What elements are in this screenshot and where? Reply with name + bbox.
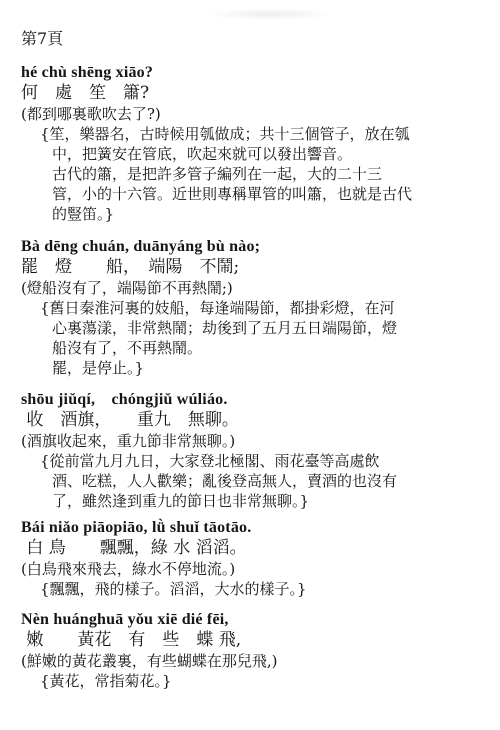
chinese-verse-line: 收 酒旗， 重九 無聊。 — [21, 410, 239, 430]
note-line: 中，把簧安在管底，吹起來就可以發出響音。 — [52, 145, 353, 163]
poem-section-5 — [21, 610, 491, 691]
note-line: {飄飄，飛的樣子。滔滔，大水的樣子。} — [40, 580, 307, 598]
chinese-verse-line: 罷 燈 船， 端陽 不鬧; — [21, 257, 240, 277]
annotation-note — [40, 579, 491, 599]
note-line: 了，雖然逢到重九的節日也非常無聊。} — [52, 492, 310, 510]
note-line: 管，小的十六管。近世則專稱單管的叫簫，也就是古代 — [52, 185, 413, 203]
translation-line: (燈船沒有了，端陽節不再熱鬧;) — [21, 279, 233, 297]
poem-section-4 — [21, 518, 491, 599]
poem-section-1 — [21, 63, 491, 224]
note-line: 罷，是停止。} — [52, 359, 145, 377]
translation-line: (酒旗收起來，重九節非常無聊。) — [21, 432, 236, 450]
note-line: {舊日秦淮河裏的妓船，每逢端陽節，都掛彩燈，在河 — [40, 299, 395, 317]
note-line: {笙，樂器名，古時候用瓠做成；共十三個管子，放在瓠 — [40, 125, 410, 143]
chinese-verse-line: 白 鳥 飄飄，綠 水 滔滔。 — [21, 538, 247, 558]
chinese-verse-line: 何 處 笙 簫? — [21, 83, 150, 103]
poem-section-3 — [21, 390, 491, 511]
translation-line: (白鳥飛來飛去，綠水不停地流。) — [21, 560, 236, 578]
annotation-note — [40, 298, 491, 378]
note-line: {從前當九月九日，大家登北極閣、雨花臺等高處飲 — [40, 452, 380, 470]
annotation-note — [40, 451, 491, 511]
pinyin-line: Bà dēng chuán, duānyáng bù nào; — [21, 238, 261, 255]
pinyin-line: Bái niǎo piāopiāo, lǜ shuǐ tāotāo. — [21, 519, 252, 536]
page-number: 第7頁 — [21, 29, 64, 48]
scan-smudge — [205, 8, 335, 20]
poem-section-2 — [21, 237, 491, 378]
pinyin-line: hé chù shēng xiāo? — [21, 64, 154, 81]
translation-line: (都到哪裏歌吹去了?) — [21, 105, 161, 123]
note-line: 心裏蕩漾，非常熱鬧；劫後到了五月五日端陽節，燈 — [52, 319, 398, 337]
note-line: 船沒有了，不再熱鬧。 — [52, 339, 203, 357]
translation-line: (鮮嫩的黃花叢裏，有些蝴蝶在那兒飛,) — [21, 652, 278, 670]
annotation-note — [40, 671, 491, 691]
note-line: 的豎笛。} — [52, 205, 115, 223]
pinyin-line: shōu jiǔqí, chóngjiǔ wúliáo. — [21, 391, 228, 408]
chinese-verse-line: 嫩 黃花 有 些 蝶 飛, — [21, 630, 242, 650]
note-line: 酒、吃糕，人人歡樂；亂後登高無人，賣酒的也沒有 — [52, 472, 398, 490]
note-line: {黃花，常指菊花。} — [40, 672, 172, 690]
annotation-note — [40, 124, 491, 224]
note-line: 古代的簫，是把許多管子編列在一起，大的二十三 — [52, 165, 383, 183]
pinyin-line: Nèn huánghuā yǒu xiē dié fēi, — [21, 611, 229, 628]
